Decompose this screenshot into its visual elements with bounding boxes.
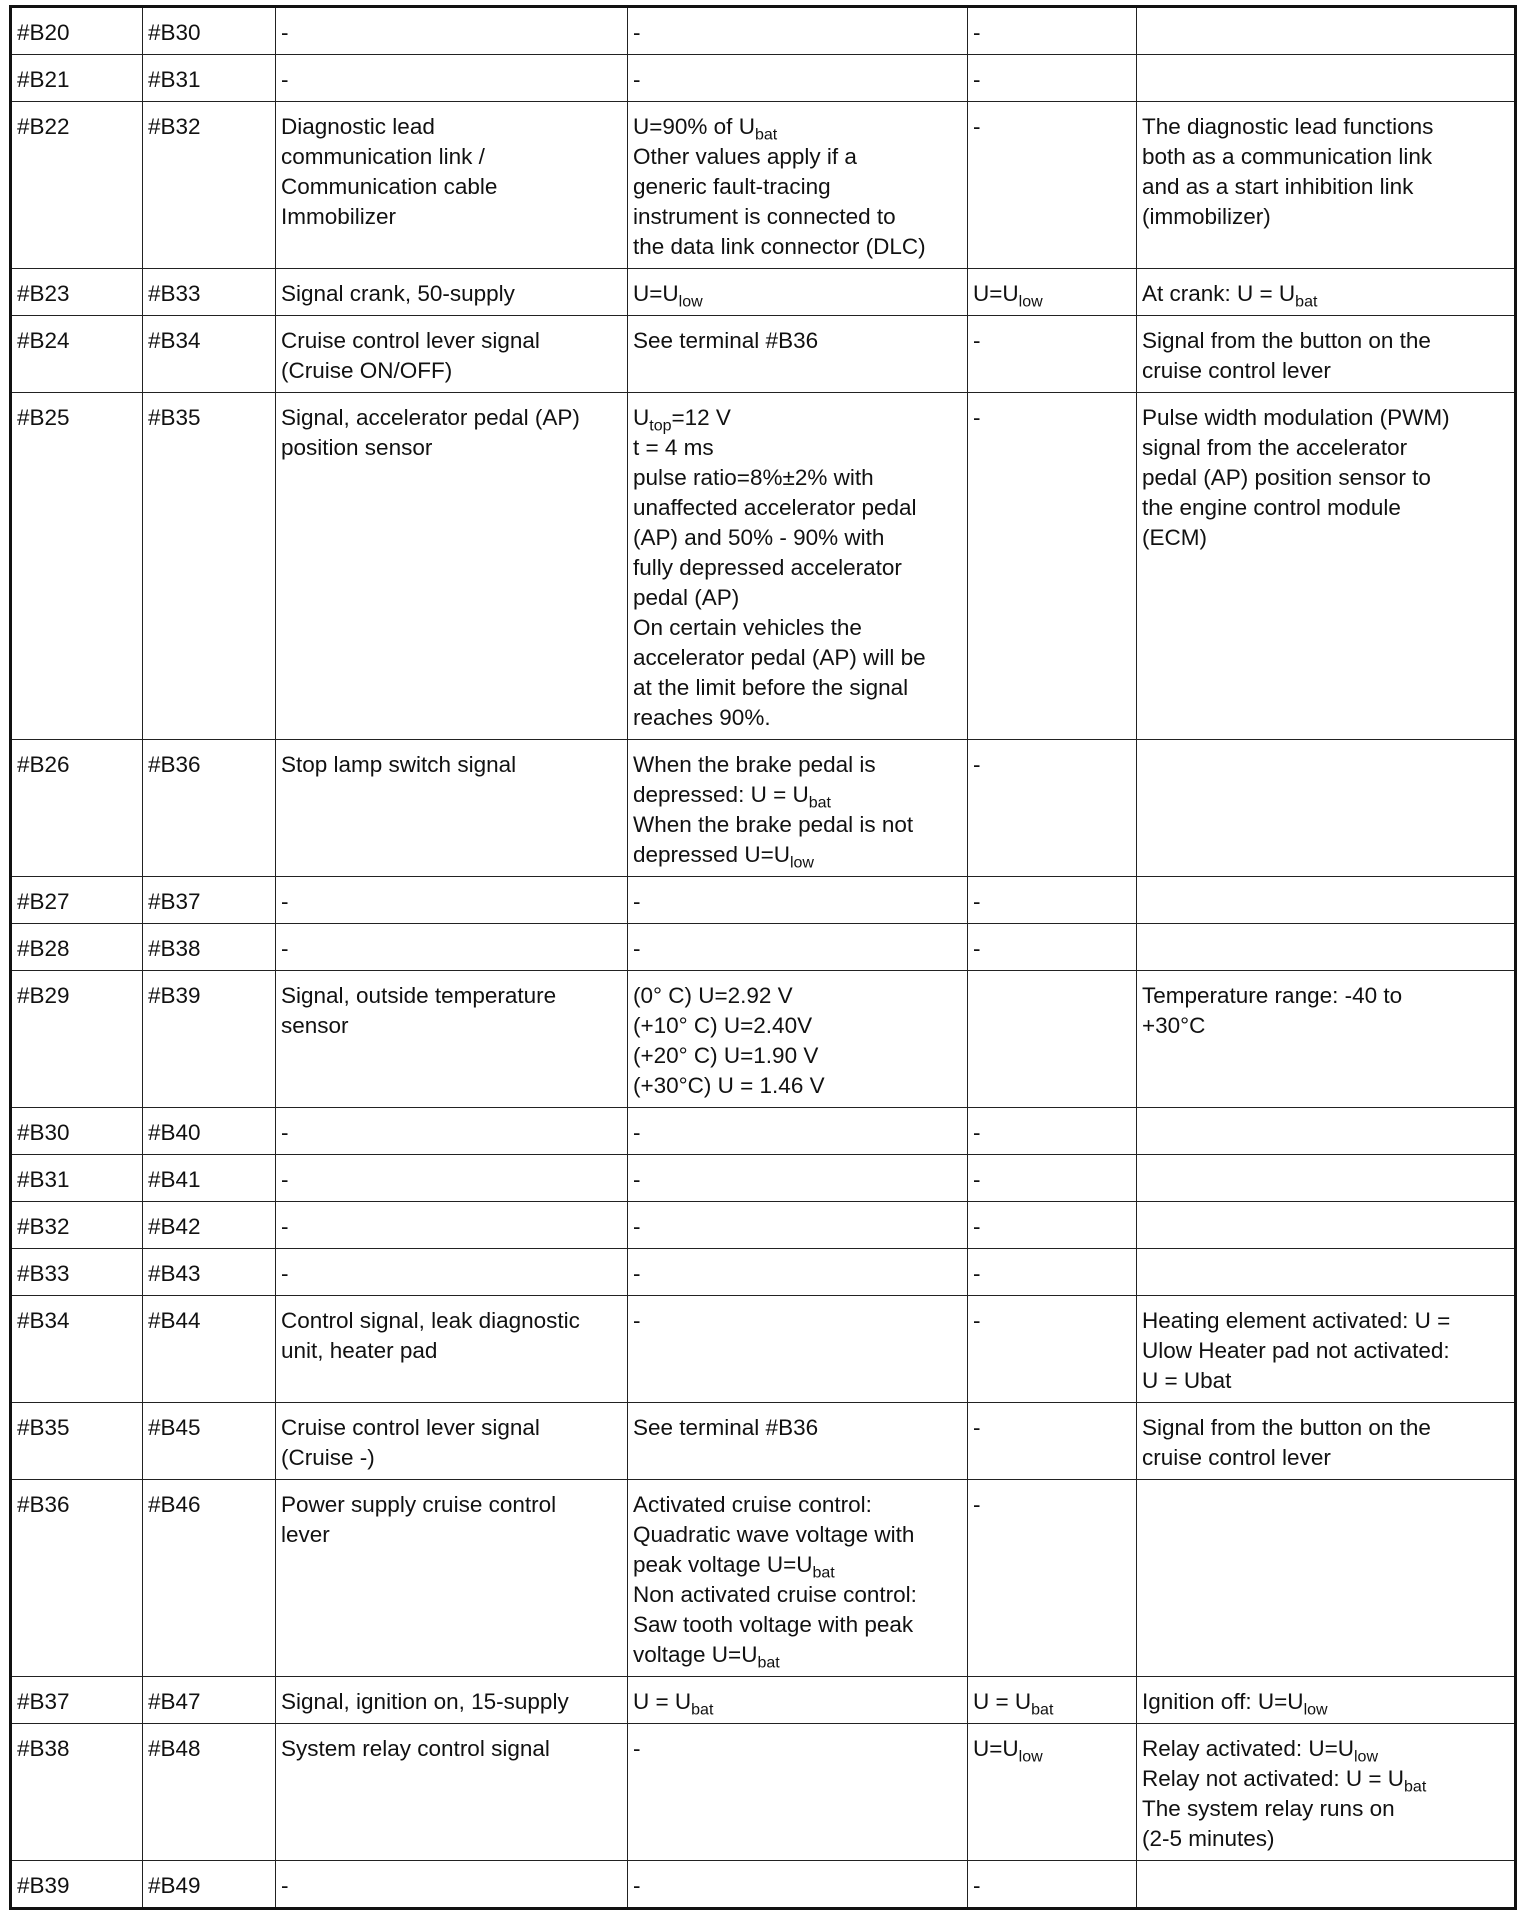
note-cell (1137, 1861, 1516, 1909)
cell-line: - (973, 1261, 981, 1286)
cell-line: - (973, 1214, 981, 1239)
description-cell (276, 1202, 628, 1249)
cell-line: - (633, 1308, 641, 1333)
cell-line: - (633, 936, 641, 961)
alt-value-cell (968, 1249, 1137, 1296)
table-row (11, 7, 1516, 55)
cell-line: - (973, 405, 981, 430)
terminal-a-cell: #B20 (11, 7, 143, 55)
terminal-a-cell: #B31 (11, 1155, 143, 1202)
cell-line: U=90% of $U_{bat}$ (633, 114, 778, 144)
alt-value-cell (968, 7, 1137, 55)
cell-line: peak voltage $U=U_{bat}$ (633, 1552, 835, 1582)
cell-line: - (281, 1167, 289, 1192)
cell-line: U = Ubat (1142, 1368, 1232, 1393)
cell-line: - (973, 1492, 981, 1517)
table-row (11, 971, 1516, 1108)
description-cell (276, 7, 628, 55)
cell-line: (Cruise ON/OFF) (281, 358, 453, 383)
description-cell (276, 316, 628, 393)
cell-line: Temperature range: -40 to (1142, 983, 1403, 1008)
cell-line: - (973, 1873, 981, 1898)
value-cell (628, 924, 968, 971)
cell-line: System relay control signal (281, 1736, 550, 1761)
description-cell (276, 1724, 628, 1861)
cell-line: - (281, 1873, 289, 1898)
cell-line: both as a communication link (1142, 144, 1433, 169)
note-cell (1137, 269, 1516, 316)
note-cell (1137, 1108, 1516, 1155)
terminal-a-cell: #B37 (11, 1677, 143, 1724)
note-cell (1137, 102, 1516, 269)
note-cell (1137, 877, 1516, 924)
note-cell (1137, 1677, 1516, 1724)
cell-line: - (633, 889, 641, 914)
value-cell (628, 1249, 968, 1296)
terminal-a-cell: #B29 (11, 971, 143, 1108)
terminal-b-cell: #B37 (143, 877, 276, 924)
description-cell (276, 877, 628, 924)
value-cell (628, 1202, 968, 1249)
terminal-b-cell: #B40 (143, 1108, 276, 1155)
terminal-a-cell: #B38 (11, 1724, 143, 1861)
terminal-b-cell: #B34 (143, 316, 276, 393)
terminal-b-cell: #B49 (143, 1861, 276, 1909)
terminal-a-cell: #B27 (11, 877, 143, 924)
cell-line: reaches 90%. (633, 705, 771, 730)
alt-value-cell (968, 1724, 1137, 1861)
alt-value-cell (968, 1202, 1137, 1249)
cell-line: - (633, 1736, 641, 1761)
note-cell (1137, 1480, 1516, 1677)
value-cell (628, 316, 968, 393)
cell-line: The system relay runs on (1142, 1796, 1395, 1821)
note-cell (1137, 1724, 1516, 1861)
cell-line: - (973, 889, 981, 914)
description-cell (276, 1480, 628, 1677)
cell-line: +30°C (1142, 1013, 1206, 1038)
terminal-a-cell: #B23 (11, 269, 143, 316)
value-cell (628, 55, 968, 102)
cell-line: (+20° C) U=1.90 V (633, 1043, 819, 1068)
terminal-b-cell: #B32 (143, 102, 276, 269)
alt-value-cell (968, 1677, 1137, 1724)
value-cell (628, 102, 968, 269)
table-row (11, 1155, 1516, 1202)
cell-line: (AP) and 50% - 90% with (633, 525, 885, 550)
cell-line: instrument is connected to (633, 204, 896, 229)
terminal-a-cell: #B21 (11, 55, 143, 102)
note-cell (1137, 393, 1516, 740)
alt-value-cell (968, 55, 1137, 102)
cell-line: the data link connector (DLC) (633, 234, 926, 259)
cell-line: (ECM) (1142, 525, 1207, 550)
terminal-a-cell: #B25 (11, 393, 143, 740)
cell-line: pedal (AP) (633, 585, 740, 610)
description-cell (276, 1155, 628, 1202)
cell-line: - (973, 1120, 981, 1145)
alt-value-cell (968, 1296, 1137, 1403)
cell-line: - (281, 889, 289, 914)
cell-line: - (281, 20, 289, 45)
cell-line: $U=U_{low}$ (633, 281, 703, 311)
cell-line: pedal (AP) position sensor to (1142, 465, 1431, 490)
cell-line: (2-5 minutes) (1142, 1826, 1275, 1851)
cell-line: accelerator pedal (AP) will be (633, 645, 926, 670)
cell-line: Signal, outside temperature (281, 983, 557, 1008)
terminal-b-cell: #B46 (143, 1480, 276, 1677)
note-cell (1137, 7, 1516, 55)
value-cell (628, 971, 968, 1108)
cell-line: Signal from the button on the (1142, 328, 1431, 353)
table-row (11, 1403, 1516, 1480)
cell-line: pulse ratio=8%±2% with (633, 465, 874, 490)
value-cell (628, 269, 968, 316)
cell-line: signal from the accelerator (1142, 435, 1408, 460)
terminal-b-cell: #B47 (143, 1677, 276, 1724)
cell-line: (0° C) U=2.92 V (633, 983, 793, 1008)
cell-line: position sensor (281, 435, 433, 460)
cell-line: Non activated cruise control: (633, 1582, 917, 1607)
description-cell (276, 924, 628, 971)
table-row (11, 877, 1516, 924)
cell-line: - (281, 936, 289, 961)
cell-line: lever (281, 1522, 330, 1547)
table-body (11, 7, 1516, 1909)
table-row (11, 1861, 1516, 1909)
note-cell (1137, 1296, 1516, 1403)
terminal-a-cell: #B30 (11, 1108, 143, 1155)
cell-line: At crank: $U = U_{bat}$ (1142, 281, 1318, 311)
note-cell (1137, 1249, 1516, 1296)
cell-line: - (633, 1120, 641, 1145)
cell-line: Control signal, leak diagnostic (281, 1308, 580, 1333)
cell-line: Pulse width modulation (PWM) (1142, 405, 1450, 430)
terminal-b-cell: #B38 (143, 924, 276, 971)
terminal-a-cell: #B24 (11, 316, 143, 393)
table-row (11, 1296, 1516, 1403)
cell-line: Communication cable (281, 174, 498, 199)
cell-line: See terminal #B36 (633, 328, 819, 353)
cell-line: - (973, 1415, 981, 1440)
cell-line: Quadratic wave voltage with (633, 1522, 915, 1547)
alt-value-cell (968, 1108, 1137, 1155)
cell-line: - (281, 1214, 289, 1239)
cell-line: (Cruise -) (281, 1445, 375, 1470)
description-cell (276, 971, 628, 1108)
terminal-a-cell: #B33 (11, 1249, 143, 1296)
table-row (11, 1677, 1516, 1724)
note-cell (1137, 924, 1516, 971)
table-row (11, 102, 1516, 269)
cell-line: Relay not activated: $U = U_{bat}$ (1142, 1766, 1427, 1796)
value-cell (628, 740, 968, 877)
description-cell (276, 393, 628, 740)
cell-line: The diagnostic lead functions (1142, 114, 1434, 139)
cell-line: Relay activated: $U=U_{low}$ (1142, 1736, 1378, 1766)
value-cell (628, 1677, 968, 1724)
terminal-b-cell: #B42 (143, 1202, 276, 1249)
cell-line: - (281, 67, 289, 92)
alt-value-cell (968, 393, 1137, 740)
description-cell (276, 1249, 628, 1296)
cell-line: - (973, 20, 981, 45)
cell-line: - (973, 328, 981, 353)
cell-line: Activated cruise control: (633, 1492, 872, 1517)
cell-line: Signal crank, 50-supply (281, 281, 515, 306)
note-cell (1137, 1155, 1516, 1202)
cell-line: - (281, 1261, 289, 1286)
alt-value-cell (968, 740, 1137, 877)
terminal-a-cell: #B34 (11, 1296, 143, 1403)
alt-value-cell (968, 316, 1137, 393)
table-row (11, 924, 1516, 971)
terminal-b-cell: #B41 (143, 1155, 276, 1202)
value-cell (628, 877, 968, 924)
table-row (11, 55, 1516, 102)
terminal-b-cell: #B45 (143, 1403, 276, 1480)
alt-value-cell (968, 269, 1137, 316)
note-cell (1137, 971, 1516, 1108)
cell-line: Ignition off: $U=U_{low}$ (1142, 1689, 1328, 1719)
value-cell (628, 7, 968, 55)
terminal-a-cell: #B28 (11, 924, 143, 971)
cell-line: - (633, 1873, 641, 1898)
cell-line: fully depressed accelerator (633, 555, 902, 580)
cell-line: - (633, 1214, 641, 1239)
cell-line: Diagnostic lead (281, 114, 435, 139)
value-cell (628, 393, 968, 740)
cell-line: (immobilizer) (1142, 204, 1271, 229)
cell-line: Other values apply if a (633, 144, 857, 169)
value-cell (628, 1155, 968, 1202)
cell-line: Cruise control lever signal (281, 328, 540, 353)
note-cell (1137, 316, 1516, 393)
alt-value-cell (968, 1403, 1137, 1480)
value-cell (628, 1861, 968, 1909)
table-row (11, 1202, 1516, 1249)
note-cell (1137, 1202, 1516, 1249)
cell-line: Stop lamp switch signal (281, 752, 517, 777)
value-cell (628, 1480, 968, 1677)
terminal-a-cell: #B26 (11, 740, 143, 877)
alt-value-cell (968, 877, 1137, 924)
terminal-a-cell: #B36 (11, 1480, 143, 1677)
table-row (11, 393, 1516, 740)
cell-line: $U=U_{low}$ (973, 281, 1043, 311)
cell-line: Signal, accelerator pedal (AP) (281, 405, 580, 430)
cell-line: unit, heater pad (281, 1338, 438, 1363)
cell-line: $U=U_{low}$ (973, 1736, 1043, 1766)
alt-value-cell (968, 102, 1137, 269)
cell-line: Signal from the button on the (1142, 1415, 1431, 1440)
table-row (11, 1724, 1516, 1861)
terminal-b-cell: #B31 (143, 55, 276, 102)
cell-line: at the limit before the signal (633, 675, 909, 700)
cell-line: cruise control lever (1142, 358, 1331, 383)
table-row (11, 1249, 1516, 1296)
cell-line: $U = U_{bat}$ (973, 1689, 1054, 1719)
cell-line: t = 4 ms (633, 435, 714, 460)
cell-line: Heating element activated: U = (1142, 1308, 1451, 1333)
cell-line: - (973, 114, 981, 139)
description-cell (276, 1677, 628, 1724)
alt-value-cell (968, 971, 1137, 1108)
cell-line: - (973, 1308, 981, 1333)
terminal-a-cell: #B32 (11, 1202, 143, 1249)
terminal-b-cell: #B35 (143, 393, 276, 740)
cell-line: When the brake pedal is not (633, 812, 914, 837)
cell-line: Cruise control lever signal (281, 1415, 540, 1440)
cell-line: - (633, 1167, 641, 1192)
note-cell (1137, 740, 1516, 877)
cell-line: Saw tooth voltage with peak (633, 1612, 914, 1637)
cell-line: the engine control module (1142, 495, 1401, 520)
terminal-b-cell: #B48 (143, 1724, 276, 1861)
cell-line: generic fault-tracing (633, 174, 831, 199)
alt-value-cell (968, 1480, 1137, 1677)
alt-value-cell (968, 924, 1137, 971)
cell-line: voltage $U=U_{bat}$ (633, 1642, 780, 1672)
terminal-a-cell: #B35 (11, 1403, 143, 1480)
alt-value-cell (968, 1861, 1137, 1909)
value-cell (628, 1296, 968, 1403)
cell-line: (+30°C) U = 1.46 V (633, 1073, 825, 1098)
cell-line: unaffected accelerator pedal (633, 495, 917, 520)
value-cell (628, 1108, 968, 1155)
terminal-b-cell: #B30 (143, 7, 276, 55)
description-cell (276, 1108, 628, 1155)
terminal-a-cell: #B22 (11, 102, 143, 269)
note-cell (1137, 1403, 1516, 1480)
value-cell (628, 1724, 968, 1861)
table-row (11, 740, 1516, 877)
description-cell (276, 1296, 628, 1403)
terminal-b-cell: #B39 (143, 971, 276, 1108)
note-cell (1137, 55, 1516, 102)
cell-line: - (633, 20, 641, 45)
value-cell (628, 1403, 968, 1480)
table-row (11, 269, 1516, 316)
terminal-b-cell: #B43 (143, 1249, 276, 1296)
terminal-a-cell: #B39 (11, 1861, 143, 1909)
cell-line: sensor (281, 1013, 349, 1038)
cell-line: Power supply cruise control (281, 1492, 557, 1517)
cell-line: depressed: $U = U_{bat}$ (633, 782, 831, 812)
cell-line: See terminal #B36 (633, 1415, 819, 1440)
description-cell (276, 269, 628, 316)
cell-line: - (633, 67, 641, 92)
table-row (11, 1480, 1516, 1677)
cell-line: cruise control lever (1142, 1445, 1331, 1470)
description-cell (276, 1403, 628, 1480)
cell-line: $U = U_{bat}$ (633, 1689, 714, 1719)
terminal-table (9, 5, 1517, 1910)
cell-line: - (633, 1261, 641, 1286)
terminal-b-cell: #B33 (143, 269, 276, 316)
cell-line: When the brake pedal is (633, 752, 876, 777)
cell-line: - (973, 1167, 981, 1192)
cell-line: - (973, 67, 981, 92)
cell-line: - (281, 1120, 289, 1145)
cell-line: communication link / (281, 144, 485, 169)
cell-line: and as a start inhibition link (1142, 174, 1414, 199)
cell-line: - (973, 936, 981, 961)
cell-line: - (973, 752, 981, 777)
alt-value-cell (968, 1155, 1137, 1202)
cell-line: Ulow Heater pad not activated: (1142, 1338, 1450, 1363)
cell-line: (+10° C) U=2.40V (633, 1013, 813, 1038)
description-cell (276, 740, 628, 877)
table-row (11, 1108, 1516, 1155)
cell-line: On certain vehicles the (633, 615, 862, 640)
cell-line: Signal, ignition on, 15-supply (281, 1689, 569, 1714)
cell-line: depressed $U=U_{low}$ (633, 842, 814, 872)
description-cell (276, 1861, 628, 1909)
cell-line: Immobilizer (281, 204, 397, 229)
terminal-b-cell: #B44 (143, 1296, 276, 1403)
terminal-b-cell: #B36 (143, 740, 276, 877)
cell-line: $U_{top}=12$ V (633, 405, 731, 435)
description-cell (276, 102, 628, 269)
description-cell (276, 55, 628, 102)
table-row (11, 316, 1516, 393)
